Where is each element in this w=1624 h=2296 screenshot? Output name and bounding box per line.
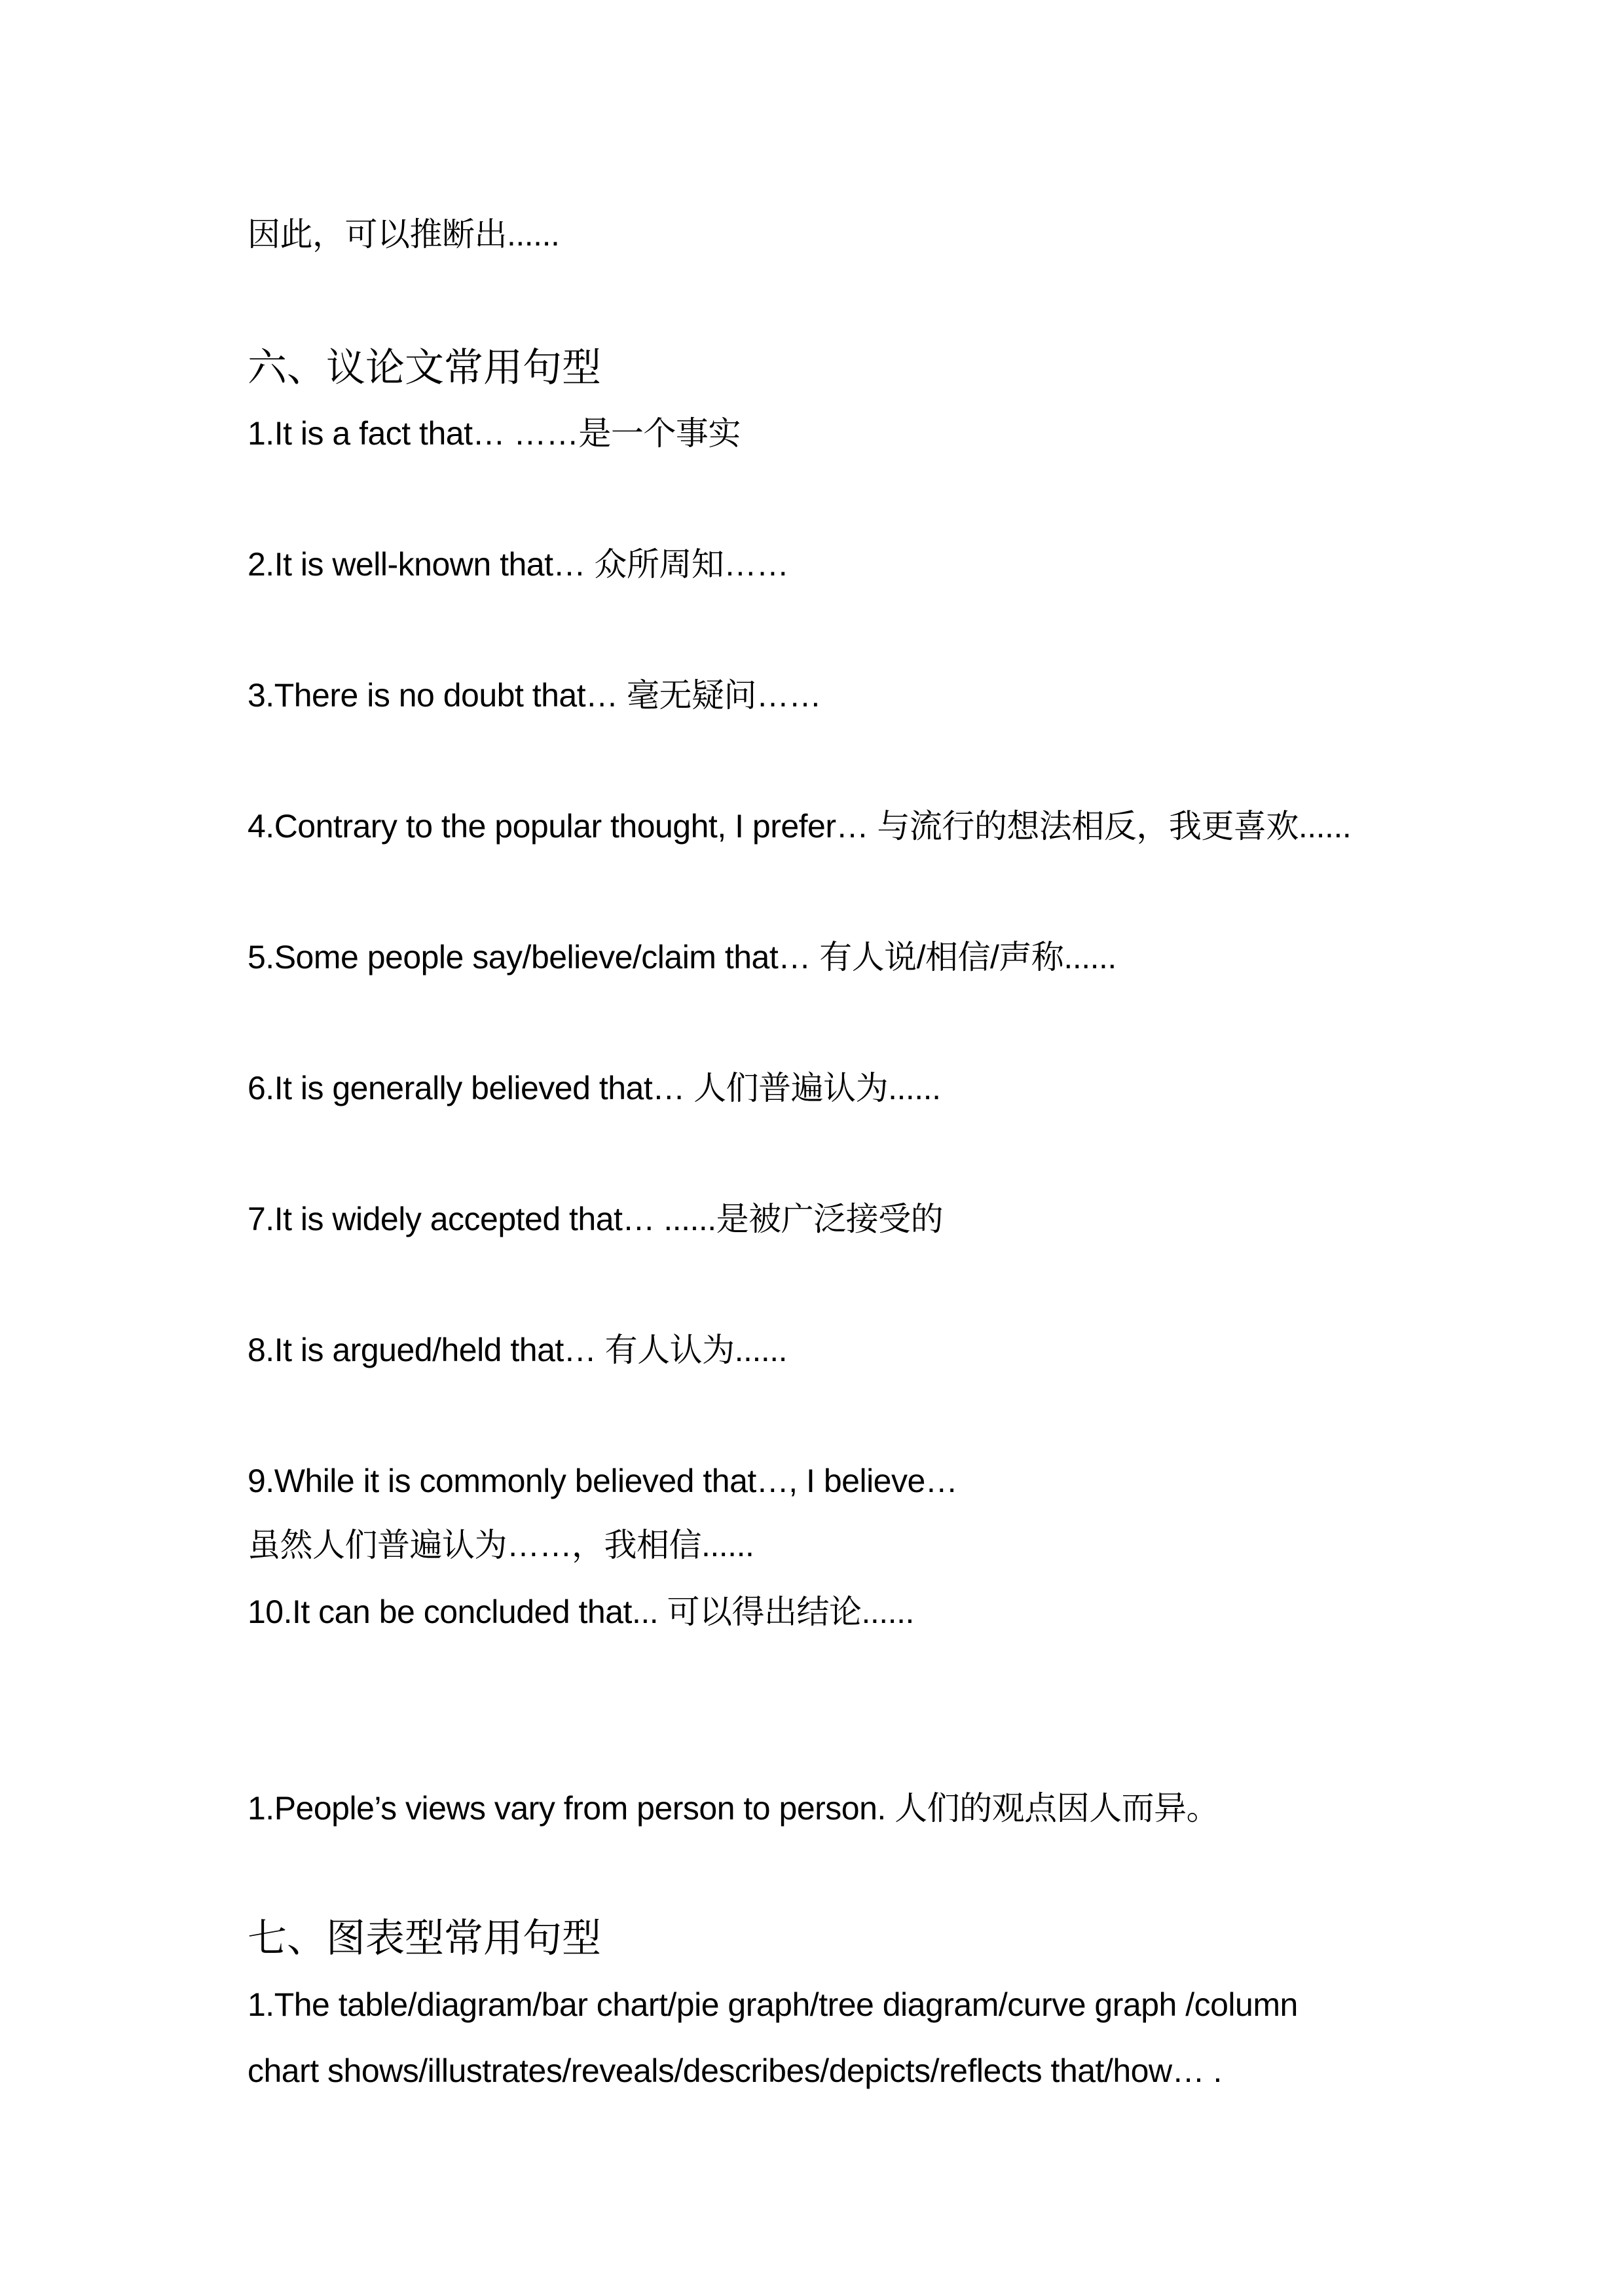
sentence-pattern-item: 1.It is a fact that… ……是一个事实: [248, 415, 741, 452]
intro-line: 因此，可以推断出......: [248, 216, 560, 253]
sentence-pattern-item: 8.It is argued/held that… 有人认为......: [248, 1332, 788, 1368]
sentence-pattern-item-translation: 虽然人们普遍认为……，我相信......: [248, 1527, 754, 1563]
sentence-pattern-item: 9.While it is commonly believed that…, I believe…: [248, 1463, 958, 1499]
sentence-pattern-item: 10.It can be concluded that... 可以得出结论......: [248, 1594, 914, 1630]
sentence-pattern-item: 2.It is well-known that… 众所周知……: [248, 546, 789, 583]
sentence-pattern-item-continued: chart shows/illustrates/reveals/describes/depicts/reflects that/how… .: [248, 2052, 1222, 2089]
sentence-pattern-item: 7.It is widely accepted that… ......是被广泛接受的: [248, 1201, 944, 1237]
sentence-pattern-item: 5.Some people say/believe/claim that… 有人说/相信/声称......: [248, 939, 1116, 975]
sentence-pattern-item: 6.It is generally believed that… 人们普遍认为......: [248, 1070, 941, 1106]
sentence-pattern-item: 3.There is no doubt that… 毫无疑问……: [248, 677, 822, 714]
section-heading-argumentative: 六、议论文常用句型: [248, 346, 601, 390]
section-heading-chart: 七、图表型常用句型: [248, 1916, 601, 1960]
sentence-pattern-item: 4.Contrary to the popular thought, I prefer… 与流行的想法相反，我更喜欢......: [248, 808, 1352, 845]
sentence-pattern-item: 1.The table/diagram/bar chart/pie graph/tree diagram/curve graph /column: [248, 1986, 1298, 2023]
sentence-pattern-item: 1.People’s views vary from person to person. 人们的观点因人而异。: [248, 1790, 1219, 1827]
